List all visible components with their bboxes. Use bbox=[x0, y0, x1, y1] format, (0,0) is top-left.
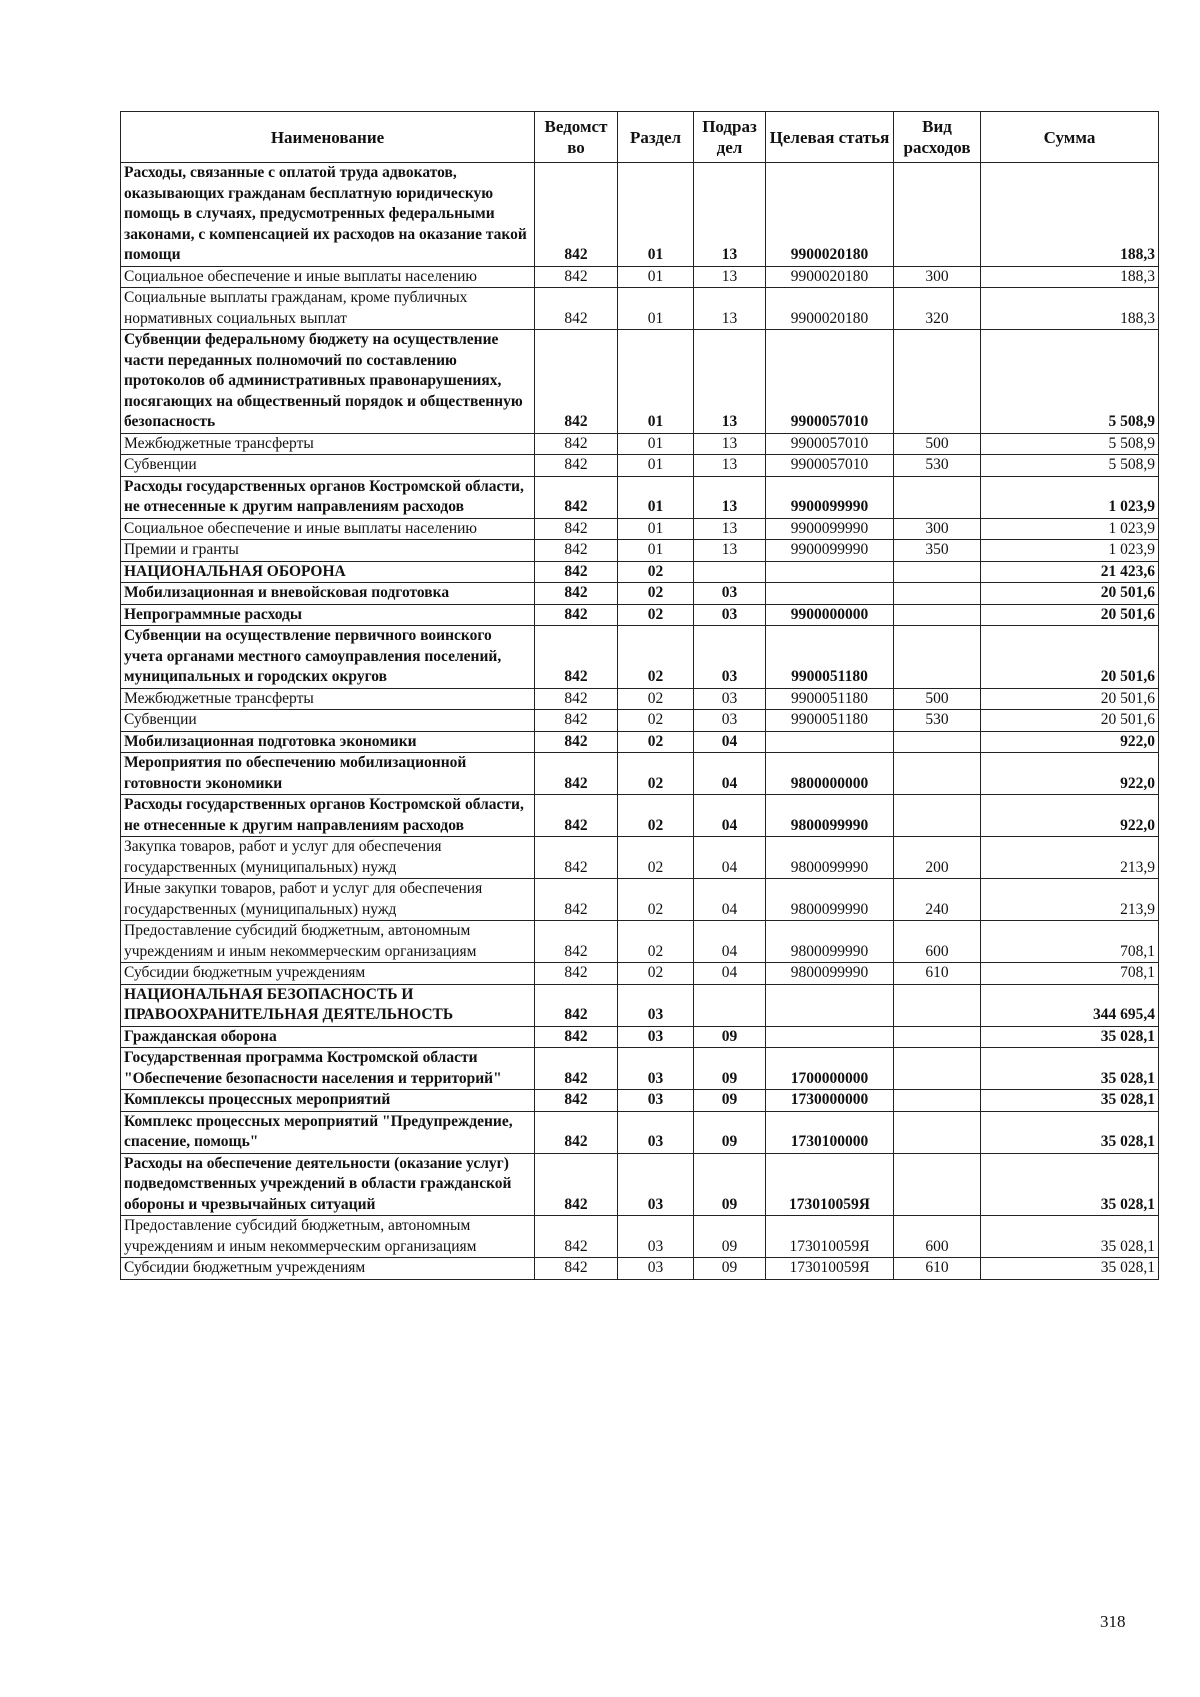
cell-kind: 600 bbox=[894, 1216, 981, 1258]
cell-name: Социальное обеспечение и иные выплаты населению bbox=[121, 266, 535, 288]
cell-target: 9800099990 bbox=[766, 837, 894, 879]
cell-dept: 842 bbox=[535, 433, 618, 455]
cell-target: 9900057010 bbox=[766, 330, 894, 434]
cell-dept: 842 bbox=[535, 455, 618, 477]
cell-subsection: 04 bbox=[694, 795, 766, 837]
cell-subsection: 13 bbox=[694, 288, 766, 330]
cell-subsection: 13 bbox=[694, 518, 766, 540]
header-sum: Сумма bbox=[981, 112, 1159, 163]
header-kind: Вид расходов bbox=[894, 112, 981, 163]
cell-dept: 842 bbox=[535, 1090, 618, 1112]
cell-name: Мобилизационная и вневойсковая подготовка bbox=[121, 583, 535, 605]
cell-dept: 842 bbox=[535, 518, 618, 540]
cell-kind bbox=[894, 795, 981, 837]
cell-section: 03 bbox=[618, 984, 694, 1026]
cell-dept: 842 bbox=[535, 288, 618, 330]
cell-subsection: 13 bbox=[694, 163, 766, 267]
cell-dept: 842 bbox=[535, 1048, 618, 1090]
cell-name: Мобилизационная подготовка экономики bbox=[121, 731, 535, 753]
cell-target bbox=[766, 1026, 894, 1048]
cell-name: Субвенции федеральному бюджету на осуществление части переданных полномочий по составлению протоколов об административных правонарушениях, посягающих на общественный порядок и общественную безопасность bbox=[121, 330, 535, 434]
table-row bbox=[121, 1258, 1159, 1280]
cell-subsection: 13 bbox=[694, 455, 766, 477]
cell-sum: 922,0 bbox=[981, 753, 1159, 795]
table-row bbox=[121, 1216, 1159, 1258]
cell-kind: 610 bbox=[894, 1258, 981, 1280]
cell-section: 01 bbox=[618, 455, 694, 477]
cell-target: 1730000000 bbox=[766, 1090, 894, 1112]
table-row bbox=[121, 688, 1159, 710]
cell-target bbox=[766, 583, 894, 605]
cell-kind bbox=[894, 1048, 981, 1090]
table-row bbox=[121, 753, 1159, 795]
cell-section: 02 bbox=[618, 795, 694, 837]
header-name: Наименование bbox=[121, 112, 535, 163]
cell-section: 02 bbox=[618, 753, 694, 795]
cell-sum: 35 028,1 bbox=[981, 1048, 1159, 1090]
cell-kind bbox=[894, 984, 981, 1026]
cell-dept: 842 bbox=[535, 583, 618, 605]
table-row bbox=[121, 963, 1159, 985]
cell-kind: 600 bbox=[894, 921, 981, 963]
cell-section: 03 bbox=[618, 1026, 694, 1048]
table-row bbox=[121, 731, 1159, 753]
cell-sum: 344 695,4 bbox=[981, 984, 1159, 1026]
cell-sum: 20 501,6 bbox=[981, 604, 1159, 626]
cell-kind bbox=[894, 476, 981, 518]
cell-sum: 1 023,9 bbox=[981, 540, 1159, 562]
cell-sum: 20 501,6 bbox=[981, 710, 1159, 732]
table-row bbox=[121, 433, 1159, 455]
cell-dept: 842 bbox=[535, 1216, 618, 1258]
cell-target: 9800000000 bbox=[766, 753, 894, 795]
cell-target: 9900099990 bbox=[766, 540, 894, 562]
cell-section: 02 bbox=[618, 731, 694, 753]
cell-dept: 842 bbox=[535, 1111, 618, 1153]
cell-kind: 530 bbox=[894, 455, 981, 477]
table-row bbox=[121, 837, 1159, 879]
table-row bbox=[121, 1090, 1159, 1112]
cell-section: 02 bbox=[618, 604, 694, 626]
table-row bbox=[121, 476, 1159, 518]
cell-dept: 842 bbox=[535, 984, 618, 1026]
cell-sum: 188,3 bbox=[981, 266, 1159, 288]
cell-name: Мероприятия по обеспечению мобилизационной готовности экономики bbox=[121, 753, 535, 795]
cell-kind bbox=[894, 626, 981, 689]
cell-subsection: 09 bbox=[694, 1111, 766, 1153]
cell-dept: 842 bbox=[535, 963, 618, 985]
header-dept: Ведомст во bbox=[535, 112, 618, 163]
cell-subsection: 04 bbox=[694, 879, 766, 921]
cell-name: Расходы, связанные с оплатой труда адвокатов, оказывающих гражданам бесплатную юридическую помощь в случаях, предусмотренных федеральными законами, с компенсацией их расходов на оказание такой помощи bbox=[121, 163, 535, 267]
cell-sum: 188,3 bbox=[981, 288, 1159, 330]
cell-dept: 842 bbox=[535, 476, 618, 518]
cell-target: 1730100000 bbox=[766, 1111, 894, 1153]
cell-kind bbox=[894, 1026, 981, 1048]
cell-kind bbox=[894, 753, 981, 795]
cell-name: Государственная программа Костромской области "Обеспечение безопасности населения и территорий" bbox=[121, 1048, 535, 1090]
cell-dept: 842 bbox=[535, 921, 618, 963]
cell-sum: 213,9 bbox=[981, 837, 1159, 879]
cell-sum: 21 423,6 bbox=[981, 561, 1159, 583]
cell-target: 9900057010 bbox=[766, 433, 894, 455]
cell-section: 02 bbox=[618, 963, 694, 985]
cell-dept: 842 bbox=[535, 561, 618, 583]
cell-kind bbox=[894, 1111, 981, 1153]
cell-kind: 200 bbox=[894, 837, 981, 879]
cell-dept: 842 bbox=[535, 753, 618, 795]
cell-subsection: 09 bbox=[694, 1090, 766, 1112]
cell-sum: 35 028,1 bbox=[981, 1111, 1159, 1153]
page-number: 318 bbox=[1100, 1612, 1126, 1631]
cell-section: 03 bbox=[618, 1111, 694, 1153]
cell-target: 9800099990 bbox=[766, 921, 894, 963]
cell-subsection: 09 bbox=[694, 1026, 766, 1048]
cell-name: Комплексы процессных мероприятий bbox=[121, 1090, 535, 1112]
cell-kind: 320 bbox=[894, 288, 981, 330]
budget-table bbox=[120, 111, 1159, 1280]
header-subsection: Подраз дел bbox=[694, 112, 766, 163]
cell-section: 03 bbox=[618, 1216, 694, 1258]
cell-dept: 842 bbox=[535, 879, 618, 921]
cell-section: 01 bbox=[618, 540, 694, 562]
cell-section: 02 bbox=[618, 561, 694, 583]
table-row bbox=[121, 984, 1159, 1026]
cell-name: Расходы государственных органов Костромской области, не отнесенные к другим направлениям расходов bbox=[121, 795, 535, 837]
cell-sum: 5 508,9 bbox=[981, 330, 1159, 434]
cell-sum: 188,3 bbox=[981, 163, 1159, 267]
cell-target: 9900020180 bbox=[766, 266, 894, 288]
cell-target: 9900051180 bbox=[766, 710, 894, 732]
cell-name: Межбюджетные трансферты bbox=[121, 688, 535, 710]
cell-name: Субсидии бюджетным учреждениям bbox=[121, 1258, 535, 1280]
cell-subsection: 03 bbox=[694, 710, 766, 732]
table-row bbox=[121, 1048, 1159, 1090]
table-row bbox=[121, 1026, 1159, 1048]
cell-sum: 5 508,9 bbox=[981, 455, 1159, 477]
cell-name: НАЦИОНАЛЬНАЯ БЕЗОПАСНОСТЬ И ПРАВООХРАНИТЕЛЬНАЯ ДЕЯТЕЛЬНОСТЬ bbox=[121, 984, 535, 1026]
cell-kind: 610 bbox=[894, 963, 981, 985]
cell-name: Субвенции на осуществление первичного воинского учета органами местного самоуправления поселений, муниципальных и городских округов bbox=[121, 626, 535, 689]
cell-kind: 500 bbox=[894, 433, 981, 455]
cell-subsection: 03 bbox=[694, 604, 766, 626]
cell-target: 173010059Я bbox=[766, 1258, 894, 1280]
cell-kind bbox=[894, 604, 981, 626]
cell-kind bbox=[894, 583, 981, 605]
cell-name: НАЦИОНАЛЬНАЯ ОБОРОНА bbox=[121, 561, 535, 583]
table-row bbox=[121, 455, 1159, 477]
cell-name: Непрограммные расходы bbox=[121, 604, 535, 626]
cell-target: 173010059Я bbox=[766, 1216, 894, 1258]
cell-sum: 35 028,1 bbox=[981, 1258, 1159, 1280]
table-row bbox=[121, 626, 1159, 689]
cell-subsection: 13 bbox=[694, 266, 766, 288]
cell-target: 9900000000 bbox=[766, 604, 894, 626]
cell-target: 9900051180 bbox=[766, 688, 894, 710]
cell-sum: 213,9 bbox=[981, 879, 1159, 921]
cell-name: Предоставление субсидий бюджетным, автономным учреждениям и иным некоммерческим организациям bbox=[121, 921, 535, 963]
table-row bbox=[121, 1153, 1159, 1216]
cell-section: 01 bbox=[618, 330, 694, 434]
table-row bbox=[121, 266, 1159, 288]
cell-kind: 350 bbox=[894, 540, 981, 562]
cell-dept: 842 bbox=[535, 540, 618, 562]
table-row bbox=[121, 163, 1159, 267]
cell-name: Расходы государственных органов Костромской области, не отнесенные к другим направлениям расходов bbox=[121, 476, 535, 518]
cell-subsection: 04 bbox=[694, 731, 766, 753]
cell-kind bbox=[894, 561, 981, 583]
cell-target: 9900020180 bbox=[766, 163, 894, 267]
table-row bbox=[121, 583, 1159, 605]
cell-kind bbox=[894, 1153, 981, 1216]
cell-sum: 20 501,6 bbox=[981, 688, 1159, 710]
cell-name: Закупка товаров, работ и услуг для обеспечения государственных (муниципальных) нужд bbox=[121, 837, 535, 879]
cell-target: 9800099990 bbox=[766, 795, 894, 837]
cell-dept: 842 bbox=[535, 266, 618, 288]
cell-name: Комплекс процессных мероприятий "Предупреждение, спасение, помощь" bbox=[121, 1111, 535, 1153]
cell-kind bbox=[894, 1090, 981, 1112]
cell-section: 01 bbox=[618, 433, 694, 455]
cell-dept: 842 bbox=[535, 710, 618, 732]
table-row bbox=[121, 518, 1159, 540]
cell-dept: 842 bbox=[535, 1026, 618, 1048]
cell-section: 02 bbox=[618, 879, 694, 921]
cell-section: 01 bbox=[618, 518, 694, 540]
cell-kind: 530 bbox=[894, 710, 981, 732]
cell-dept: 842 bbox=[535, 837, 618, 879]
cell-target: 9900057010 bbox=[766, 455, 894, 477]
cell-dept: 842 bbox=[535, 795, 618, 837]
cell-name: Предоставление субсидий бюджетным, автономным учреждениям и иным некоммерческим организациям bbox=[121, 1216, 535, 1258]
cell-name: Субсидии бюджетным учреждениям bbox=[121, 963, 535, 985]
cell-sum: 35 028,1 bbox=[981, 1090, 1159, 1112]
cell-target: 9900020180 bbox=[766, 288, 894, 330]
cell-name: Гражданская оборона bbox=[121, 1026, 535, 1048]
cell-kind: 240 bbox=[894, 879, 981, 921]
cell-section: 02 bbox=[618, 921, 694, 963]
header-target: Целевая статья bbox=[766, 112, 894, 163]
cell-target: 1700000000 bbox=[766, 1048, 894, 1090]
cell-name: Премии и гранты bbox=[121, 540, 535, 562]
table-row bbox=[121, 288, 1159, 330]
cell-section: 01 bbox=[618, 163, 694, 267]
cell-sum: 1 023,9 bbox=[981, 476, 1159, 518]
cell-subsection: 03 bbox=[694, 583, 766, 605]
cell-section: 03 bbox=[618, 1153, 694, 1216]
cell-section: 01 bbox=[618, 288, 694, 330]
cell-subsection: 03 bbox=[694, 626, 766, 689]
cell-subsection: 09 bbox=[694, 1153, 766, 1216]
cell-target: 9800099990 bbox=[766, 963, 894, 985]
cell-target: 173010059Я bbox=[766, 1153, 894, 1216]
cell-section: 01 bbox=[618, 266, 694, 288]
cell-kind: 300 bbox=[894, 266, 981, 288]
table-row bbox=[121, 1111, 1159, 1153]
cell-name: Социальные выплаты гражданам, кроме публичных нормативных социальных выплат bbox=[121, 288, 535, 330]
cell-sum: 20 501,6 bbox=[981, 626, 1159, 689]
cell-name: Субвенции bbox=[121, 455, 535, 477]
cell-sum: 35 028,1 bbox=[981, 1153, 1159, 1216]
table-row bbox=[121, 710, 1159, 732]
cell-subsection: 09 bbox=[694, 1048, 766, 1090]
cell-name: Субвенции bbox=[121, 710, 535, 732]
cell-subsection: 04 bbox=[694, 963, 766, 985]
cell-sum: 1 023,9 bbox=[981, 518, 1159, 540]
cell-subsection bbox=[694, 984, 766, 1026]
table-row bbox=[121, 795, 1159, 837]
cell-dept: 842 bbox=[535, 731, 618, 753]
cell-name: Расходы на обеспечение деятельности (оказание услуг) подведомственных учреждений в области гражданской обороны и чрезвычайных ситуаций bbox=[121, 1153, 535, 1216]
cell-dept: 842 bbox=[535, 626, 618, 689]
cell-dept: 842 bbox=[535, 163, 618, 267]
cell-name: Социальное обеспечение и иные выплаты населению bbox=[121, 518, 535, 540]
cell-subsection bbox=[694, 561, 766, 583]
cell-dept: 842 bbox=[535, 604, 618, 626]
table-row bbox=[121, 921, 1159, 963]
cell-subsection: 13 bbox=[694, 540, 766, 562]
cell-sum: 35 028,1 bbox=[981, 1026, 1159, 1048]
cell-kind bbox=[894, 163, 981, 267]
table-row bbox=[121, 540, 1159, 562]
cell-subsection: 04 bbox=[694, 921, 766, 963]
cell-name: Межбюджетные трансферты bbox=[121, 433, 535, 455]
cell-section: 02 bbox=[618, 710, 694, 732]
cell-target bbox=[766, 984, 894, 1026]
cell-sum: 20 501,6 bbox=[981, 583, 1159, 605]
cell-target bbox=[766, 561, 894, 583]
cell-subsection: 13 bbox=[694, 433, 766, 455]
header-section: Раздел bbox=[618, 112, 694, 163]
cell-kind bbox=[894, 330, 981, 434]
cell-dept: 842 bbox=[535, 330, 618, 434]
cell-target: 9900099990 bbox=[766, 518, 894, 540]
table-row bbox=[121, 561, 1159, 583]
cell-subsection: 09 bbox=[694, 1258, 766, 1280]
cell-sum: 922,0 bbox=[981, 795, 1159, 837]
cell-subsection: 13 bbox=[694, 476, 766, 518]
table-header-row bbox=[121, 112, 1159, 163]
cell-section: 03 bbox=[618, 1048, 694, 1090]
cell-section: 03 bbox=[618, 1090, 694, 1112]
cell-subsection: 04 bbox=[694, 753, 766, 795]
cell-dept: 842 bbox=[535, 688, 618, 710]
cell-section: 01 bbox=[618, 476, 694, 518]
cell-target: 9900099990 bbox=[766, 476, 894, 518]
cell-kind: 500 bbox=[894, 688, 981, 710]
cell-target: 9900051180 bbox=[766, 626, 894, 689]
cell-subsection: 13 bbox=[694, 330, 766, 434]
cell-kind: 300 bbox=[894, 518, 981, 540]
table-row bbox=[121, 330, 1159, 434]
cell-sum: 35 028,1 bbox=[981, 1216, 1159, 1258]
cell-subsection: 09 bbox=[694, 1216, 766, 1258]
cell-subsection: 04 bbox=[694, 837, 766, 879]
cell-section: 02 bbox=[618, 583, 694, 605]
cell-name: Иные закупки товаров, работ и услуг для обеспечения государственных (муниципальных) нужд bbox=[121, 879, 535, 921]
cell-target: 9800099990 bbox=[766, 879, 894, 921]
cell-sum: 708,1 bbox=[981, 963, 1159, 985]
cell-kind bbox=[894, 731, 981, 753]
cell-target bbox=[766, 731, 894, 753]
cell-section: 02 bbox=[618, 626, 694, 689]
cell-sum: 5 508,9 bbox=[981, 433, 1159, 455]
cell-dept: 842 bbox=[535, 1258, 618, 1280]
cell-section: 02 bbox=[618, 688, 694, 710]
cell-subsection: 03 bbox=[694, 688, 766, 710]
cell-sum: 708,1 bbox=[981, 921, 1159, 963]
table-row bbox=[121, 879, 1159, 921]
cell-sum: 922,0 bbox=[981, 731, 1159, 753]
table-row bbox=[121, 604, 1159, 626]
cell-section: 02 bbox=[618, 837, 694, 879]
table-body bbox=[121, 163, 1159, 1280]
cell-dept: 842 bbox=[535, 1153, 618, 1216]
cell-section: 03 bbox=[618, 1258, 694, 1280]
